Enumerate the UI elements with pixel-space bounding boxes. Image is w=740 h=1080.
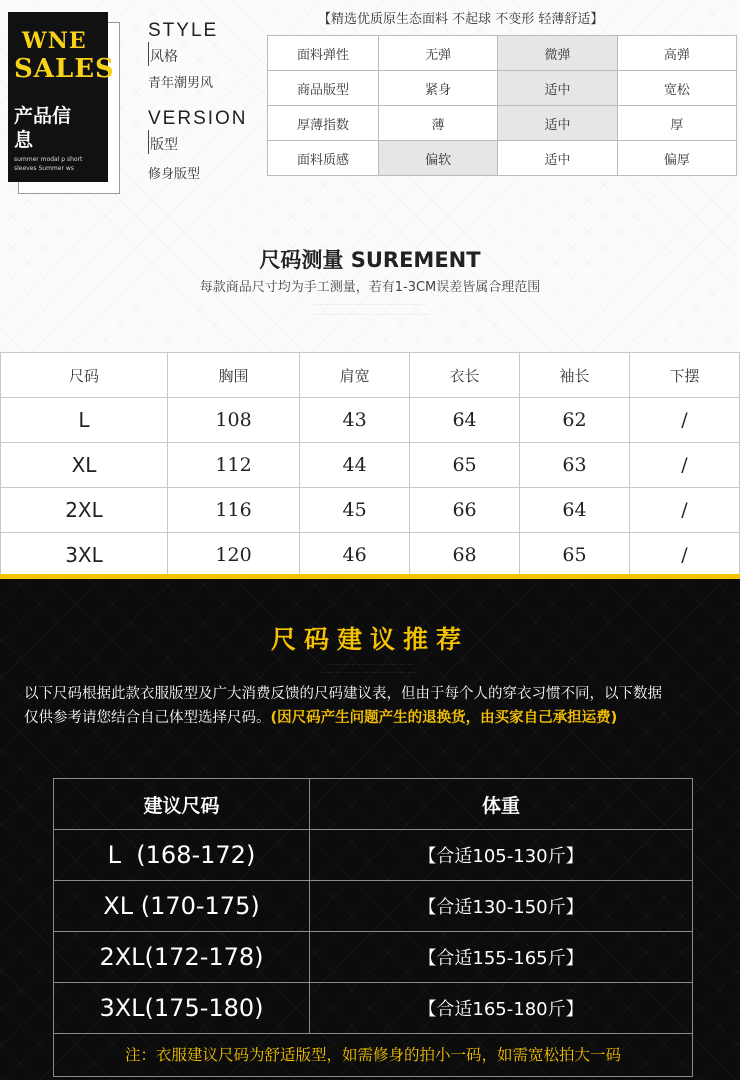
recommendation-row bbox=[54, 983, 693, 1034]
version-divider bbox=[148, 130, 149, 154]
attribute-row bbox=[268, 71, 737, 106]
version-label-zh: 版型 bbox=[150, 137, 178, 153]
recommendation-header: 建议尺码 bbox=[54, 779, 310, 830]
recommendation-header-row bbox=[54, 779, 693, 830]
size-value: / bbox=[629, 398, 739, 443]
attribute-table bbox=[267, 35, 737, 176]
weight-range: 【合适105-130斤】 bbox=[310, 830, 693, 881]
attribute-option: 紧身 bbox=[379, 71, 498, 106]
attribute-option: 厚 bbox=[617, 106, 736, 141]
recommendation-return-note: (因尺码产生问题产生的退换货，由买家自己承担运费) bbox=[270, 710, 618, 726]
size-table-row bbox=[1, 488, 740, 533]
size-value: / bbox=[629, 488, 739, 533]
size-table-header: 尺码 bbox=[1, 353, 168, 398]
attribute-row bbox=[268, 141, 737, 176]
attribute-option-selected: 适中 bbox=[498, 71, 617, 106]
size-value: 65 bbox=[520, 533, 630, 578]
size-note: 注：衣服建议尺码为舒适版型，如需修身的拍小一码，如需宽松拍大一码 bbox=[53, 1033, 693, 1077]
slogan: 【精选优质原生态面料 不起球 不变形 轻薄舒适】 bbox=[318, 12, 604, 27]
recommendation-paragraph-line2 bbox=[24, 706, 724, 730]
recommended-size: 2XL(172-178) bbox=[54, 932, 310, 983]
recommendation-paragraph-line1: 以下尺码根据此款衣服版型及广大消费反馈的尺码建议表，但由于每个人的穿衣习惯不同，以下数据 bbox=[24, 686, 662, 702]
info-box-small-text: summer modal p short sleeves Summer ws bbox=[14, 156, 83, 172]
recommendation-paragraph-plain: 仅供参考请您结合自己体型选择尺码。 bbox=[24, 710, 271, 726]
size-value: 45 bbox=[300, 488, 410, 533]
size-value: 64 bbox=[520, 488, 630, 533]
size-label: 3XL bbox=[1, 533, 168, 578]
style-label-en: STYLE bbox=[148, 20, 219, 41]
recommended-size: 3XL(175-180) bbox=[54, 983, 310, 1034]
attribute-name: 面料弹性 bbox=[268, 36, 379, 71]
recommendation-row bbox=[54, 932, 693, 983]
attribute-option: 适中 bbox=[498, 141, 617, 176]
attribute-name: 商品版型 bbox=[268, 71, 379, 106]
size-value: 64 bbox=[410, 398, 520, 443]
attribute-name: 面料质感 bbox=[268, 141, 379, 176]
size-value: 112 bbox=[168, 443, 300, 488]
recommended-size: XL (170-175) bbox=[54, 881, 310, 932]
size-value: 66 bbox=[410, 488, 520, 533]
size-table-header: 下摆 bbox=[629, 353, 739, 398]
size-recommendation-table bbox=[53, 778, 693, 1034]
product-info-box bbox=[8, 12, 115, 182]
size-table-row bbox=[1, 443, 740, 488]
attribute-option: 高弹 bbox=[617, 36, 736, 71]
info-box-title: 产品信息 bbox=[14, 105, 72, 151]
size-label: XL bbox=[1, 443, 168, 488]
recommendation-title: 尺码建议推荐 bbox=[270, 625, 469, 654]
recommendation-header: 体重 bbox=[310, 779, 693, 830]
size-value: 68 bbox=[410, 533, 520, 578]
size-table-row bbox=[1, 398, 740, 443]
attribute-row bbox=[268, 106, 737, 141]
decorative-tiny-text: · · · · · · · · · · · · · · · · · · · · · · · · · · · · · · · · · · · · · · · · · · · · bbox=[314, 302, 426, 307]
style-value: 青年潮男风 bbox=[148, 76, 214, 91]
size-value: 44 bbox=[300, 443, 410, 488]
size-table-header-row bbox=[1, 353, 740, 398]
weight-range: 【合适130-150斤】 bbox=[310, 881, 693, 932]
size-value: 43 bbox=[300, 398, 410, 443]
attribute-option: 宽松 bbox=[617, 71, 736, 106]
recommended-size: L (168-172) bbox=[54, 830, 310, 881]
size-table-header: 胸围 bbox=[168, 353, 300, 398]
size-value: 62 bbox=[520, 398, 630, 443]
size-value: 108 bbox=[168, 398, 300, 443]
style-label-zh: 风格 bbox=[150, 49, 178, 65]
attribute-name: 厚薄指数 bbox=[268, 106, 379, 141]
attribute-option-selected: 适中 bbox=[498, 106, 617, 141]
size-value: 65 bbox=[410, 443, 520, 488]
size-table-header: 袖长 bbox=[520, 353, 630, 398]
measurement-title: 尺码测量 SUREMENT bbox=[259, 248, 481, 272]
decorative-tiny-text-3: · · · · · · · · · · · · · · · · · · · · · · · · · · · · · · · · · · · bbox=[326, 662, 414, 667]
measurement-subtitle: 每款商品尺寸均为手工测量，若有1-3CM误差皆属合理范围 bbox=[199, 280, 541, 295]
size-value: 63 bbox=[520, 443, 630, 488]
size-label: 2XL bbox=[1, 488, 168, 533]
attribute-option: 偏厚 bbox=[617, 141, 736, 176]
attribute-option: 薄 bbox=[379, 106, 498, 141]
size-value: / bbox=[629, 533, 739, 578]
size-value: 116 bbox=[168, 488, 300, 533]
attribute-option-selected: 偏软 bbox=[379, 141, 498, 176]
version-label-en: VERSION bbox=[148, 108, 248, 129]
size-table-header: 衣长 bbox=[410, 353, 520, 398]
attribute-option-selected: 微弹 bbox=[498, 36, 617, 71]
recommendation-row bbox=[54, 830, 693, 881]
size-label: L bbox=[1, 398, 168, 443]
size-value: 46 bbox=[300, 533, 410, 578]
decorative-tiny-text-2: · · · · · · · · · · · · · · · · · · · · · · · · · · · · · · · · · · · · · · · · · · · · · · · · bbox=[309, 312, 431, 317]
weight-range: 【合适165-180斤】 bbox=[310, 983, 693, 1034]
logo-line2: SALES bbox=[14, 54, 115, 84]
size-measurement-table bbox=[0, 352, 740, 578]
attribute-option: 无弹 bbox=[379, 36, 498, 71]
style-divider bbox=[148, 42, 149, 66]
decorative-tiny-text-4: · · · · · · · · · · · · · · · · · · · · · · · · · · · · · · · · · · · · · · · bbox=[321, 670, 419, 675]
weight-range: 【合适155-165斤】 bbox=[310, 932, 693, 983]
recommendation-row bbox=[54, 881, 693, 932]
size-table-row bbox=[1, 533, 740, 578]
size-table-header: 肩宽 bbox=[300, 353, 410, 398]
size-value: 120 bbox=[168, 533, 300, 578]
size-value: / bbox=[629, 443, 739, 488]
attribute-row bbox=[268, 36, 737, 71]
version-value: 修身版型 bbox=[148, 167, 201, 182]
logo-line1: WNE bbox=[22, 28, 87, 54]
